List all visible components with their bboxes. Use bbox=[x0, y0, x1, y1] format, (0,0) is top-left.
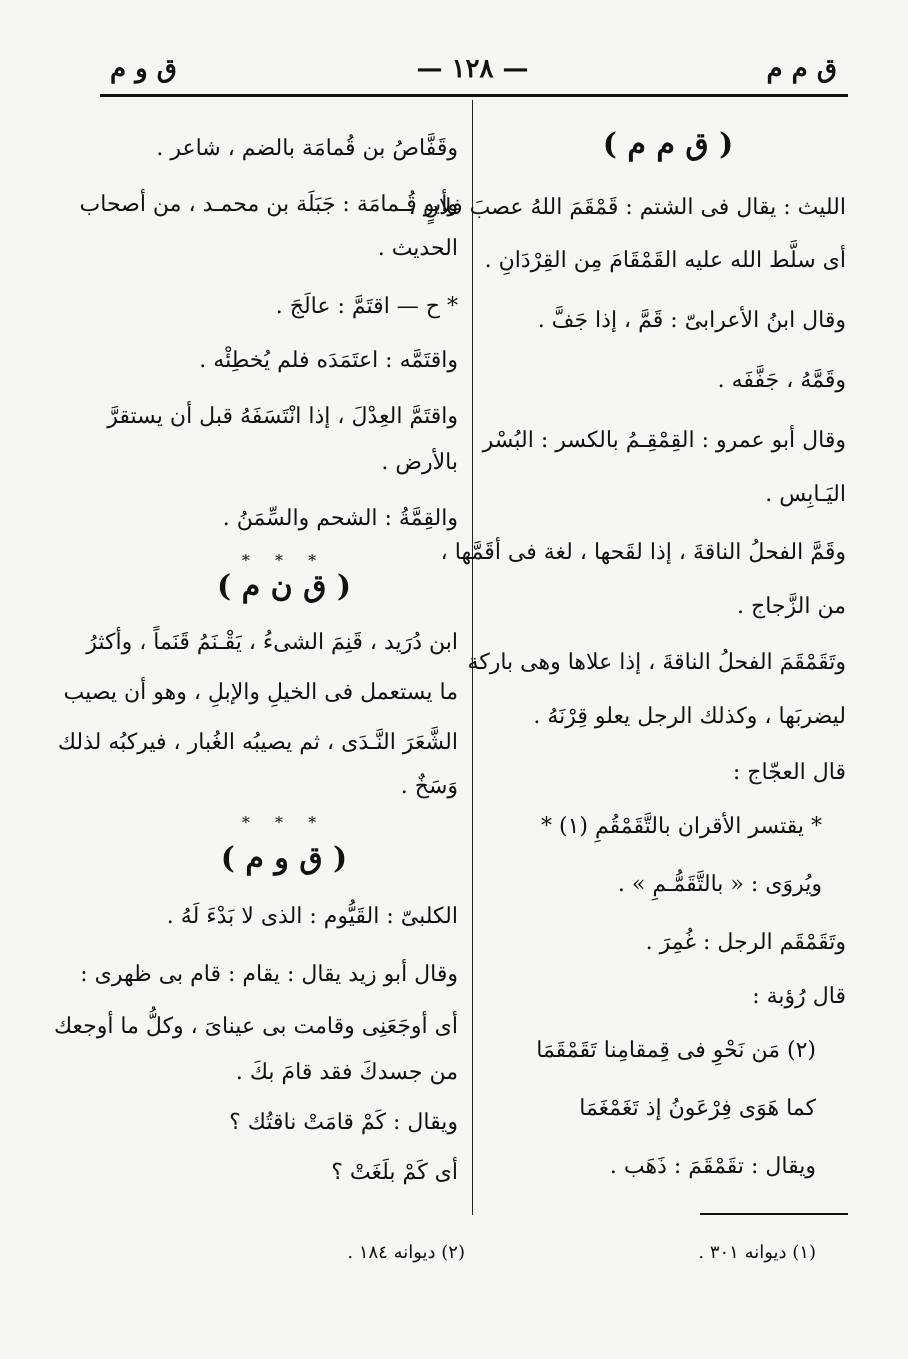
entry-line: واقتَمَّ العِدْلَ ، إذا انْتَسَفَهُ قبل أن يستقرَّ bbox=[107, 404, 458, 429]
entry-line: وتَقَمْقَمَ الفحلُ الناقةَ ، إذا علاها وهى باركة bbox=[467, 650, 846, 675]
entry-line: من جسدكَ فقد قامَ بكَ . bbox=[235, 1060, 458, 1085]
entry-line: ما يستعمل فى الخيلِ والإبلِ ، وهو أن يصيب bbox=[63, 680, 458, 705]
root-heading-qwm: ( ق و م ) bbox=[220, 841, 348, 876]
page-number: — ١٢٨ — bbox=[416, 54, 529, 84]
entry-line: أى كَمْ بلَغَتْ ؟ bbox=[331, 1160, 458, 1185]
entry-line: الكلبىّ : القَيُّوم : الذى لا بَدْءَ لَهُ . bbox=[166, 904, 458, 929]
entry-line: وقَفَّاصُ بن قُمامَة بالضم ، شاعر . bbox=[156, 136, 458, 161]
verse-line: (٢) مَن نَحْوِ فى قِمقامِنا تَقَمْقَمَا bbox=[536, 1038, 816, 1063]
entry-line: وقال أبو عمرو : القِمْقِـمُ بالكسر : البُسْر bbox=[482, 428, 846, 453]
section-separator: * * * bbox=[241, 813, 327, 832]
header-root-right: ق م م bbox=[766, 54, 837, 84]
entry-line: وَسَخٌ . bbox=[400, 774, 458, 799]
entry-line: وتَقَمْقَم الرجل : غُمِرَ . bbox=[645, 930, 846, 955]
entry-line: ابن دُرَيد ، قَنِمَ الشىءُ ، يَقْـنَمُ قَنَماً ، وأكثرُ bbox=[86, 630, 458, 655]
entry-line: الشَّعَرَ النَّـدَى ، ثم يصيبُه الغُبار ، فيركبُه لذلك bbox=[57, 730, 458, 755]
entry-line: وقال أبو زيد يقال : يقام : قام بى ظهرى : bbox=[80, 962, 458, 987]
page-header bbox=[100, 50, 845, 90]
entry-line: وقال ابنُ الأعرابىّ : قَمَّ ، إذا جَفَّ . bbox=[537, 308, 846, 333]
entry-line: وأبو قُـمامَة : جَبَلَة بن محمـد ، من أصحاب bbox=[79, 192, 458, 217]
entry-line: اليَـابِس . bbox=[765, 482, 846, 507]
entry-line: ليضربَها ، وكذلك الرجل يعلو قِرْنَهُ . bbox=[533, 704, 846, 729]
header-root-left: ق و م bbox=[110, 54, 177, 84]
footnote-rule bbox=[700, 1213, 848, 1215]
root-heading-qmm: ( ق م م ) bbox=[602, 127, 734, 162]
entry-line: ويقال : تقَمْقَمَ : ذَهَب . bbox=[609, 1154, 816, 1179]
entry-line: وقَمَّ الفحلُ الناقةَ ، إذا لقَحها ، لغة فى أقَمَّها ، bbox=[440, 540, 846, 565]
header-rule bbox=[100, 94, 848, 97]
entry-line: أى أوجَعَنِى وقامت بى عيناىَ ، وكلُّ ما أوجعك bbox=[53, 1014, 458, 1039]
entry-line: واقتَمَّه : اعتَمَدَه فلم يُخطِئْه . bbox=[199, 348, 458, 373]
entry-line: قال العجّاج : bbox=[732, 760, 846, 785]
footnote-2: (٢) ديوانه ١٨٤ . bbox=[347, 1242, 465, 1263]
entry-line: قال رُؤبة : bbox=[752, 984, 846, 1009]
entry-line: الليث : يقال فى الشتم : قَمْقَمَ اللهُ عصبَ فلانٍ ، bbox=[408, 195, 846, 220]
root-heading-qnm: ( ق ن م ) bbox=[216, 569, 352, 604]
entry-line: والقِمَّةُ : الشحم والسِّمَنُ . bbox=[222, 506, 458, 531]
verse-line: * يقتسر الأقران بالتَّقَمْقُمِ (١) * bbox=[541, 814, 822, 839]
entry-line: أى سلَّط الله عليه القَمْقَامَ مِن القِرْدَانِ . bbox=[484, 248, 846, 273]
section-separator: * * * bbox=[241, 551, 327, 570]
entry-line: ويُروَى : « بالتَّقَمُّـمِ » . bbox=[617, 872, 822, 897]
verse-line: كما هَوَى فِرْعَونُ إذ تَغَمْغَمَا bbox=[579, 1096, 816, 1121]
entry-line: * ح — اقتَمَّ : عالَجَ . bbox=[275, 294, 458, 319]
entry-line: وقَمَّهُ ، جَفَّفَه . bbox=[717, 368, 846, 393]
entry-line: ويقال : كَمْ قامَتْ ناقتُك ؟ bbox=[229, 1110, 458, 1135]
entry-line: الحديث . bbox=[377, 236, 458, 261]
footnote-1: (١) ديوانه ٣٠١ . bbox=[698, 1242, 816, 1263]
entry-line: بالأرض . bbox=[381, 450, 458, 475]
entry-line: من الزَّجاج . bbox=[737, 594, 846, 619]
